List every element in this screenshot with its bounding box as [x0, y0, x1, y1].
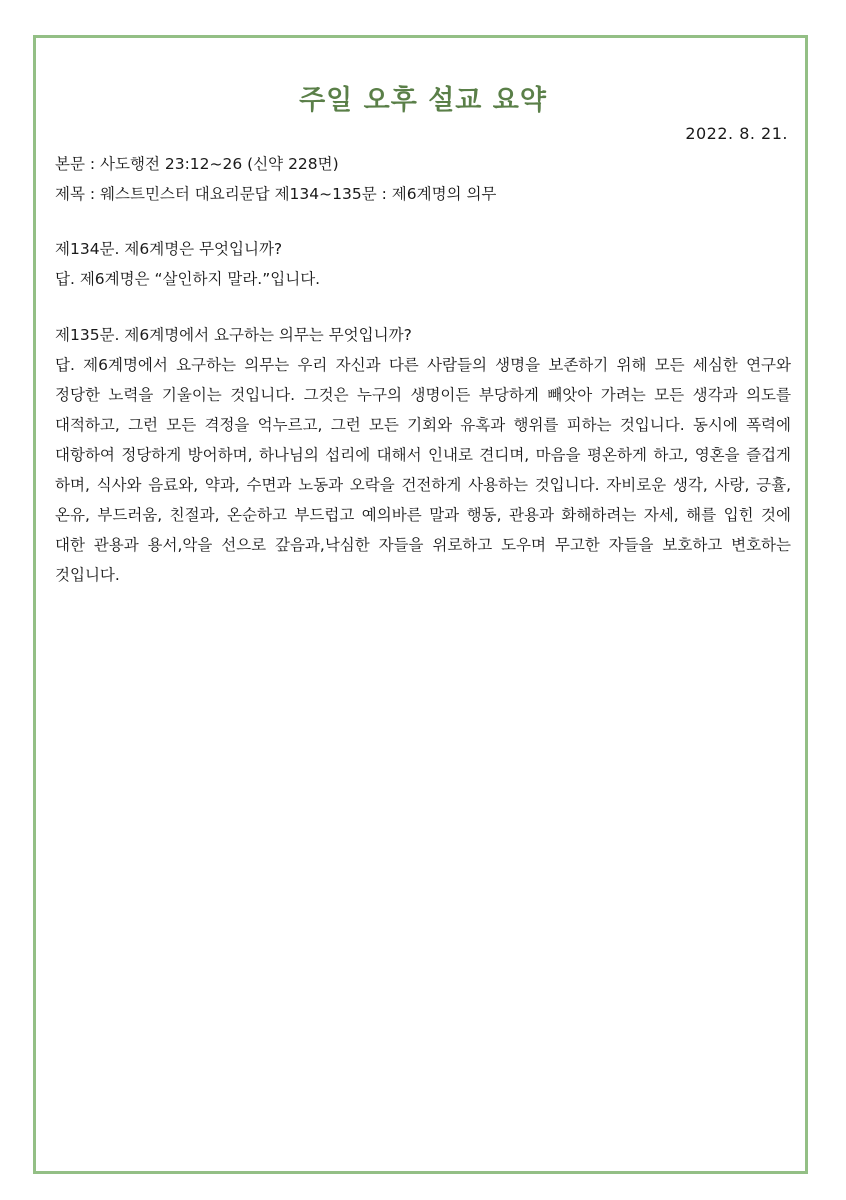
sermon-subject: 제목 : 웨스트민스터 대요리문답 제134~135문 : 제6계명의 의무: [55, 185, 497, 203]
question-134-block: [55, 234, 791, 294]
question-135-block: [55, 320, 791, 590]
document-title: 주일 오후 설교 요약: [299, 85, 547, 116]
question-134: 제134문. 제6계명은 무엇입니까?: [55, 240, 283, 258]
answer-134: 답. 제6계명은 “살인하지 말라.”입니다.: [55, 270, 321, 288]
scripture-reference: 본문 : 사도행전 23:12~26 (신약 228면): [55, 155, 339, 173]
question-135: 제135문. 제6계명에서 요구하는 의무는 무엇입니까?: [55, 326, 412, 344]
sermon-meta: [55, 149, 791, 209]
sermon-date: 2022. 8. 21.: [685, 124, 788, 143]
answer-135: 답. 제6계명에서 요구하는 의무는 우리 자신과 다른 사람들의 생명을 보존하기 위해 모든 세심한 연구와 정당한 노력을 기울이는 것입니다. 그것은 누구의 생명이든 부당하게 빼앗아 가려는 모든 생각과 의도를 대적하고, 그런 모든 격정을 억누르고, 그런 모든 기회와 유혹과 행위를 피하는 것입니다. 동시에 폭력에 대항하여 정당하게 방어하며, 하나님의 섭리에 대해서 인내로 견디며, 마음을 평온하게 하고, 영혼을 즐겁게 하며, 식사와 음료와, 약과, 수면과 노동과 오락을 건전하게 사용하는 것입니다. 자비로운 생각, 사랑, 긍휼, 온유, 부드러움, 친절과, 온순하고 부드럽고 예의바른 말과 행동, 관용과 화해하려는 자세, 해를 입힌 것에 대한 관용과 용서,악을 선으로 갚음과,낙심한 자들을 위로하고 도우며 무고한 자들을 보호하고 변호하는 것입니다.: [55, 356, 791, 584]
